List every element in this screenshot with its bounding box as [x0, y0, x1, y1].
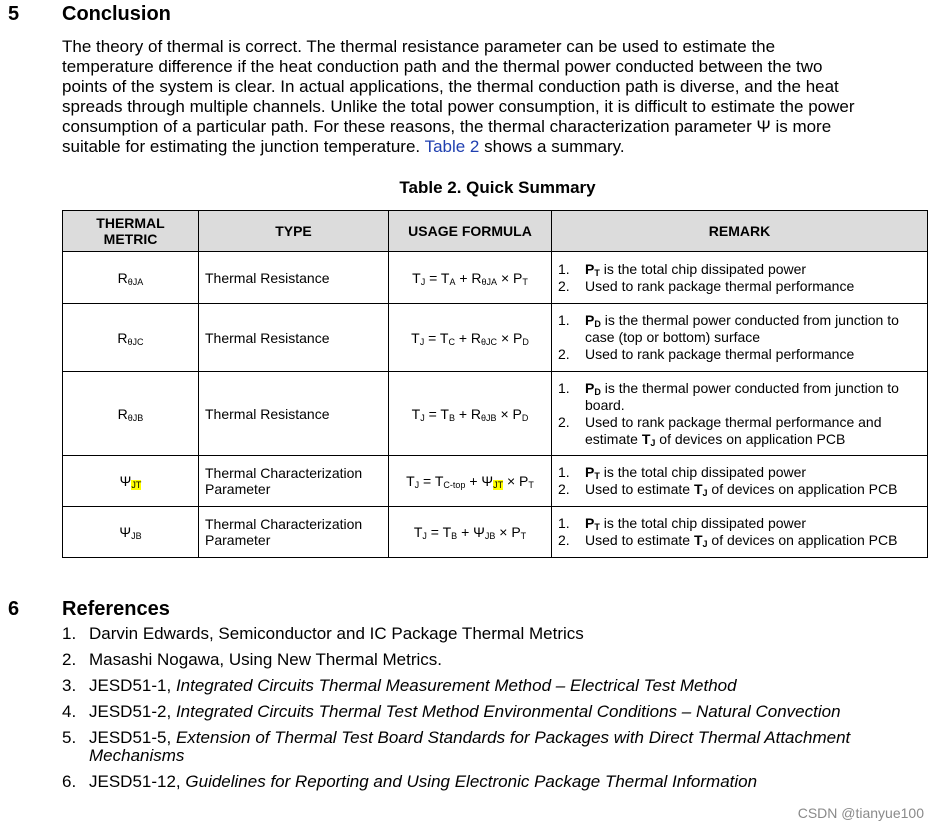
remark-cell	[552, 304, 928, 372]
remark-cell	[552, 252, 928, 304]
type-cell: Thermal Characterization Parameter	[199, 507, 389, 558]
conclusion-paragraph	[62, 37, 928, 157]
header-usage-formula: USAGE FORMULA	[389, 211, 552, 252]
table-row	[63, 507, 928, 558]
paragraph-line: consumption of a particular path. For these reasons, the thermal characterization parameter Ψ is more	[62, 117, 832, 136]
formula-cell: $T_J = T_C + R_{\theta JC} \times P_D$	[389, 304, 552, 372]
paragraph-line: temperature difference if the heat conduction path and the thermal power conducted between the two	[62, 57, 823, 76]
remark-item: 1. $P_T$ is the total chip dissipated power	[558, 260, 807, 278]
type-cell: Thermal Characterization Parameter	[199, 456, 389, 507]
reference-item: 6. JESD51-12, Guidelines for Reporting and Using Electronic Package Thermal Information	[62, 772, 758, 791]
remark-item: 1. $P_D$ is the thermal power conducted from junction to board.	[558, 379, 899, 413]
watermark: CSDN @tianyue100	[797, 805, 924, 821]
metric-cell: $R_{\theta JC}$	[63, 304, 199, 372]
paragraph-line: spreads through multiple channels. Unlike the total power consumption, it is difficult to estimate the power	[62, 97, 855, 116]
remark-cell	[552, 372, 928, 456]
formula-cell: $T_J = T_{C-top} + \Psi_{JT} \times P_T$	[389, 456, 552, 507]
reference-item: 4. JESD51-2, Integrated Circuits Thermal Test Method Environmental Conditions – Natural Convection	[62, 702, 841, 721]
remark-cell	[552, 507, 928, 558]
metric-cell: $R_{\theta JA}$	[63, 252, 199, 304]
table-row	[63, 304, 928, 372]
paragraph-line: The theory of thermal is correct. The thermal resistance parameter can be used to estimate the	[62, 37, 776, 56]
paragraph-line: points of the system is clear. In actual applications, the thermal conduction path is diverse, and the heat	[62, 77, 839, 96]
remark-cell	[552, 456, 928, 507]
formula-cell: $T_J = T_B + \Psi_{JB} \times P_T$	[389, 507, 552, 558]
type-cell: Thermal Resistance	[199, 252, 389, 304]
remark-item: 1. $P_T$ is the total chip dissipated power	[558, 515, 807, 532]
table-row	[63, 372, 928, 456]
remark-item: 2. Used to rank package thermal performance	[558, 277, 855, 294]
table-row	[63, 252, 928, 304]
type-cell: Thermal Resistance	[199, 372, 389, 456]
header-thermal-metric: THERMAL METRIC	[63, 211, 199, 252]
table-header-row	[63, 211, 928, 252]
reference-item: 3. JESD51-1, Integrated Circuits Thermal Measurement Method – Electrical Test Method	[62, 676, 737, 695]
paragraph-text: suitable for estimating the junction temperature.	[62, 137, 421, 156]
section-number: 5	[8, 3, 20, 25]
paragraph-line	[62, 137, 928, 157]
remark-item: 2. Used to estimate $T_J$ of devices on application PCB	[558, 532, 898, 549]
remark-item: 2. Used to rank package thermal performance and estimate $T_J$ of devices on application PCB	[558, 413, 882, 448]
reference-item: 5. JESD51-5, Extension of Thermal Test Board Standards for Packages with Direct Thermal Attachment Mechanisms	[62, 728, 851, 765]
remark-item: 2. Used to rank package thermal performance	[558, 346, 855, 362]
remark-item: 2. Used to estimate $T_J$ of devices on application PCB	[558, 481, 898, 498]
section-title: Conclusion	[62, 3, 171, 25]
remark-item: 1. $P_D$ is the thermal power conducted from junction to case (top or bottom) surface	[558, 312, 899, 345]
paragraph-text: shows a summary.	[484, 137, 625, 156]
section-title: References	[62, 598, 170, 620]
quick-summary-table	[62, 210, 928, 558]
reference-item: 2. Masashi Nogawa, Using New Thermal Metrics.	[62, 650, 443, 669]
metric-cell: $\Psi_{JT}$	[63, 456, 199, 507]
section-number: 6	[8, 598, 20, 620]
formula-cell: $T_J = T_A + R_{\theta JA} \times P_T$	[389, 252, 552, 304]
table-2-link[interactable]: Table 2	[424, 137, 480, 156]
references-list	[62, 625, 928, 799]
formula-cell: $T_J = T_B + R_{\theta JB} \times P_D$	[389, 372, 552, 456]
reference-item: 1. Darvin Edwards, Semiconductor and IC Package Thermal Metrics	[62, 624, 584, 643]
header-remark: REMARK	[552, 211, 928, 252]
remark-item: 1. $P_T$ is the total chip dissipated power	[558, 464, 807, 481]
metric-cell: $R_{\theta JB}$	[63, 372, 199, 456]
metric-cell: $\Psi_{JB}$	[63, 507, 199, 558]
header-type: TYPE	[199, 211, 389, 252]
table-caption: Table 2. Quick Summary	[399, 178, 596, 197]
type-cell: Thermal Resistance	[199, 304, 389, 372]
table-row	[63, 456, 928, 507]
